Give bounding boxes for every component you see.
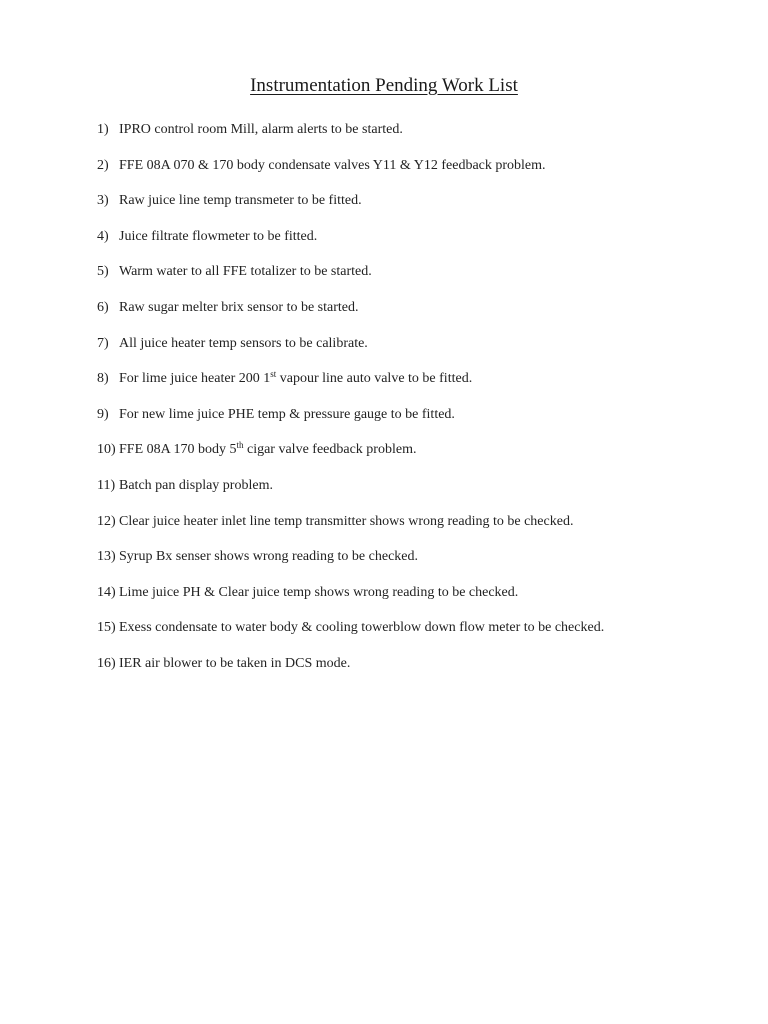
item-number: 4) [97, 228, 109, 244]
list-item [97, 120, 737, 156]
list-item [97, 654, 737, 690]
list-item [97, 440, 737, 476]
item-number: 8) [97, 371, 109, 387]
item-number: 13) [97, 549, 116, 565]
item-text: Batch pan display problem. [119, 477, 273, 493]
item-text: Lime juice PH & Clear juice temp shows wrong reading to be checked. [119, 584, 519, 600]
item-number: 12) [97, 513, 116, 529]
list-item [97, 547, 737, 583]
item-number: 15) [97, 620, 116, 636]
list-item [97, 262, 737, 298]
item-text-before: FFE 08A 170 body 5 [119, 442, 237, 458]
item-number: 10) [97, 442, 116, 458]
item-text: All juice heater temp sensors to be calibrate. [119, 335, 368, 351]
list-item [97, 369, 737, 405]
item-number: 9) [97, 406, 109, 422]
item-text: Raw juice line temp transmeter to be fitted. [119, 193, 362, 209]
item-text: Exess condensate to water body & cooling towerblow down flow meter to be checked. [119, 620, 605, 636]
list-item [97, 618, 737, 654]
document-title: Instrumentation Pending Work List [250, 75, 518, 96]
item-number: 7) [97, 335, 109, 351]
item-text: IER air blower to be taken in DCS mode. [119, 655, 351, 671]
list-item [97, 298, 737, 334]
item-text: For new lime juice PHE temp & pressure gauge to be fitted. [119, 406, 455, 422]
item-text: IPRO control room Mill, alarm alerts to be started. [119, 122, 403, 137]
list-item [97, 512, 737, 548]
item-text-after: cigar valve feedback problem. [243, 442, 417, 458]
list-item [97, 156, 737, 192]
list-item [97, 405, 737, 441]
work-list [97, 120, 737, 690]
item-text [119, 440, 416, 476]
item-number: 11) [97, 477, 116, 493]
item-text: FFE 08A 070 & 170 body condensate valves Y11 & Y12 feedback problem. [119, 157, 546, 173]
list-item [97, 227, 737, 263]
item-number: 2) [97, 157, 109, 173]
item-number: 3) [97, 193, 109, 209]
item-text: Clear juice heater inlet line temp transmitter shows wrong reading to be checked. [119, 513, 574, 529]
item-text-before: For lime juice heater 200 1 [119, 371, 271, 387]
item-text [119, 369, 472, 405]
item-text: Syrup Bx senser shows wrong reading to be checked. [119, 549, 418, 565]
item-text: Raw sugar melter brix sensor to be started. [119, 299, 359, 315]
item-number: 1) [97, 122, 109, 137]
item-text-after: vapour line auto valve to be fitted. [276, 371, 473, 387]
item-number: 16) [97, 655, 116, 671]
list-item [97, 334, 737, 370]
item-number: 5) [97, 264, 109, 280]
item-text: Warm water to all FFE totalizer to be started. [119, 264, 372, 280]
list-item [97, 191, 737, 227]
item-number: 6) [97, 299, 109, 315]
ordinal-suffix: th [236, 440, 244, 451]
list-item [97, 583, 737, 619]
item-text: Juice filtrate flowmeter to be fitted. [119, 228, 318, 244]
ordinal-suffix: st [270, 369, 277, 380]
item-number: 14) [97, 584, 116, 600]
list-item [97, 476, 737, 512]
